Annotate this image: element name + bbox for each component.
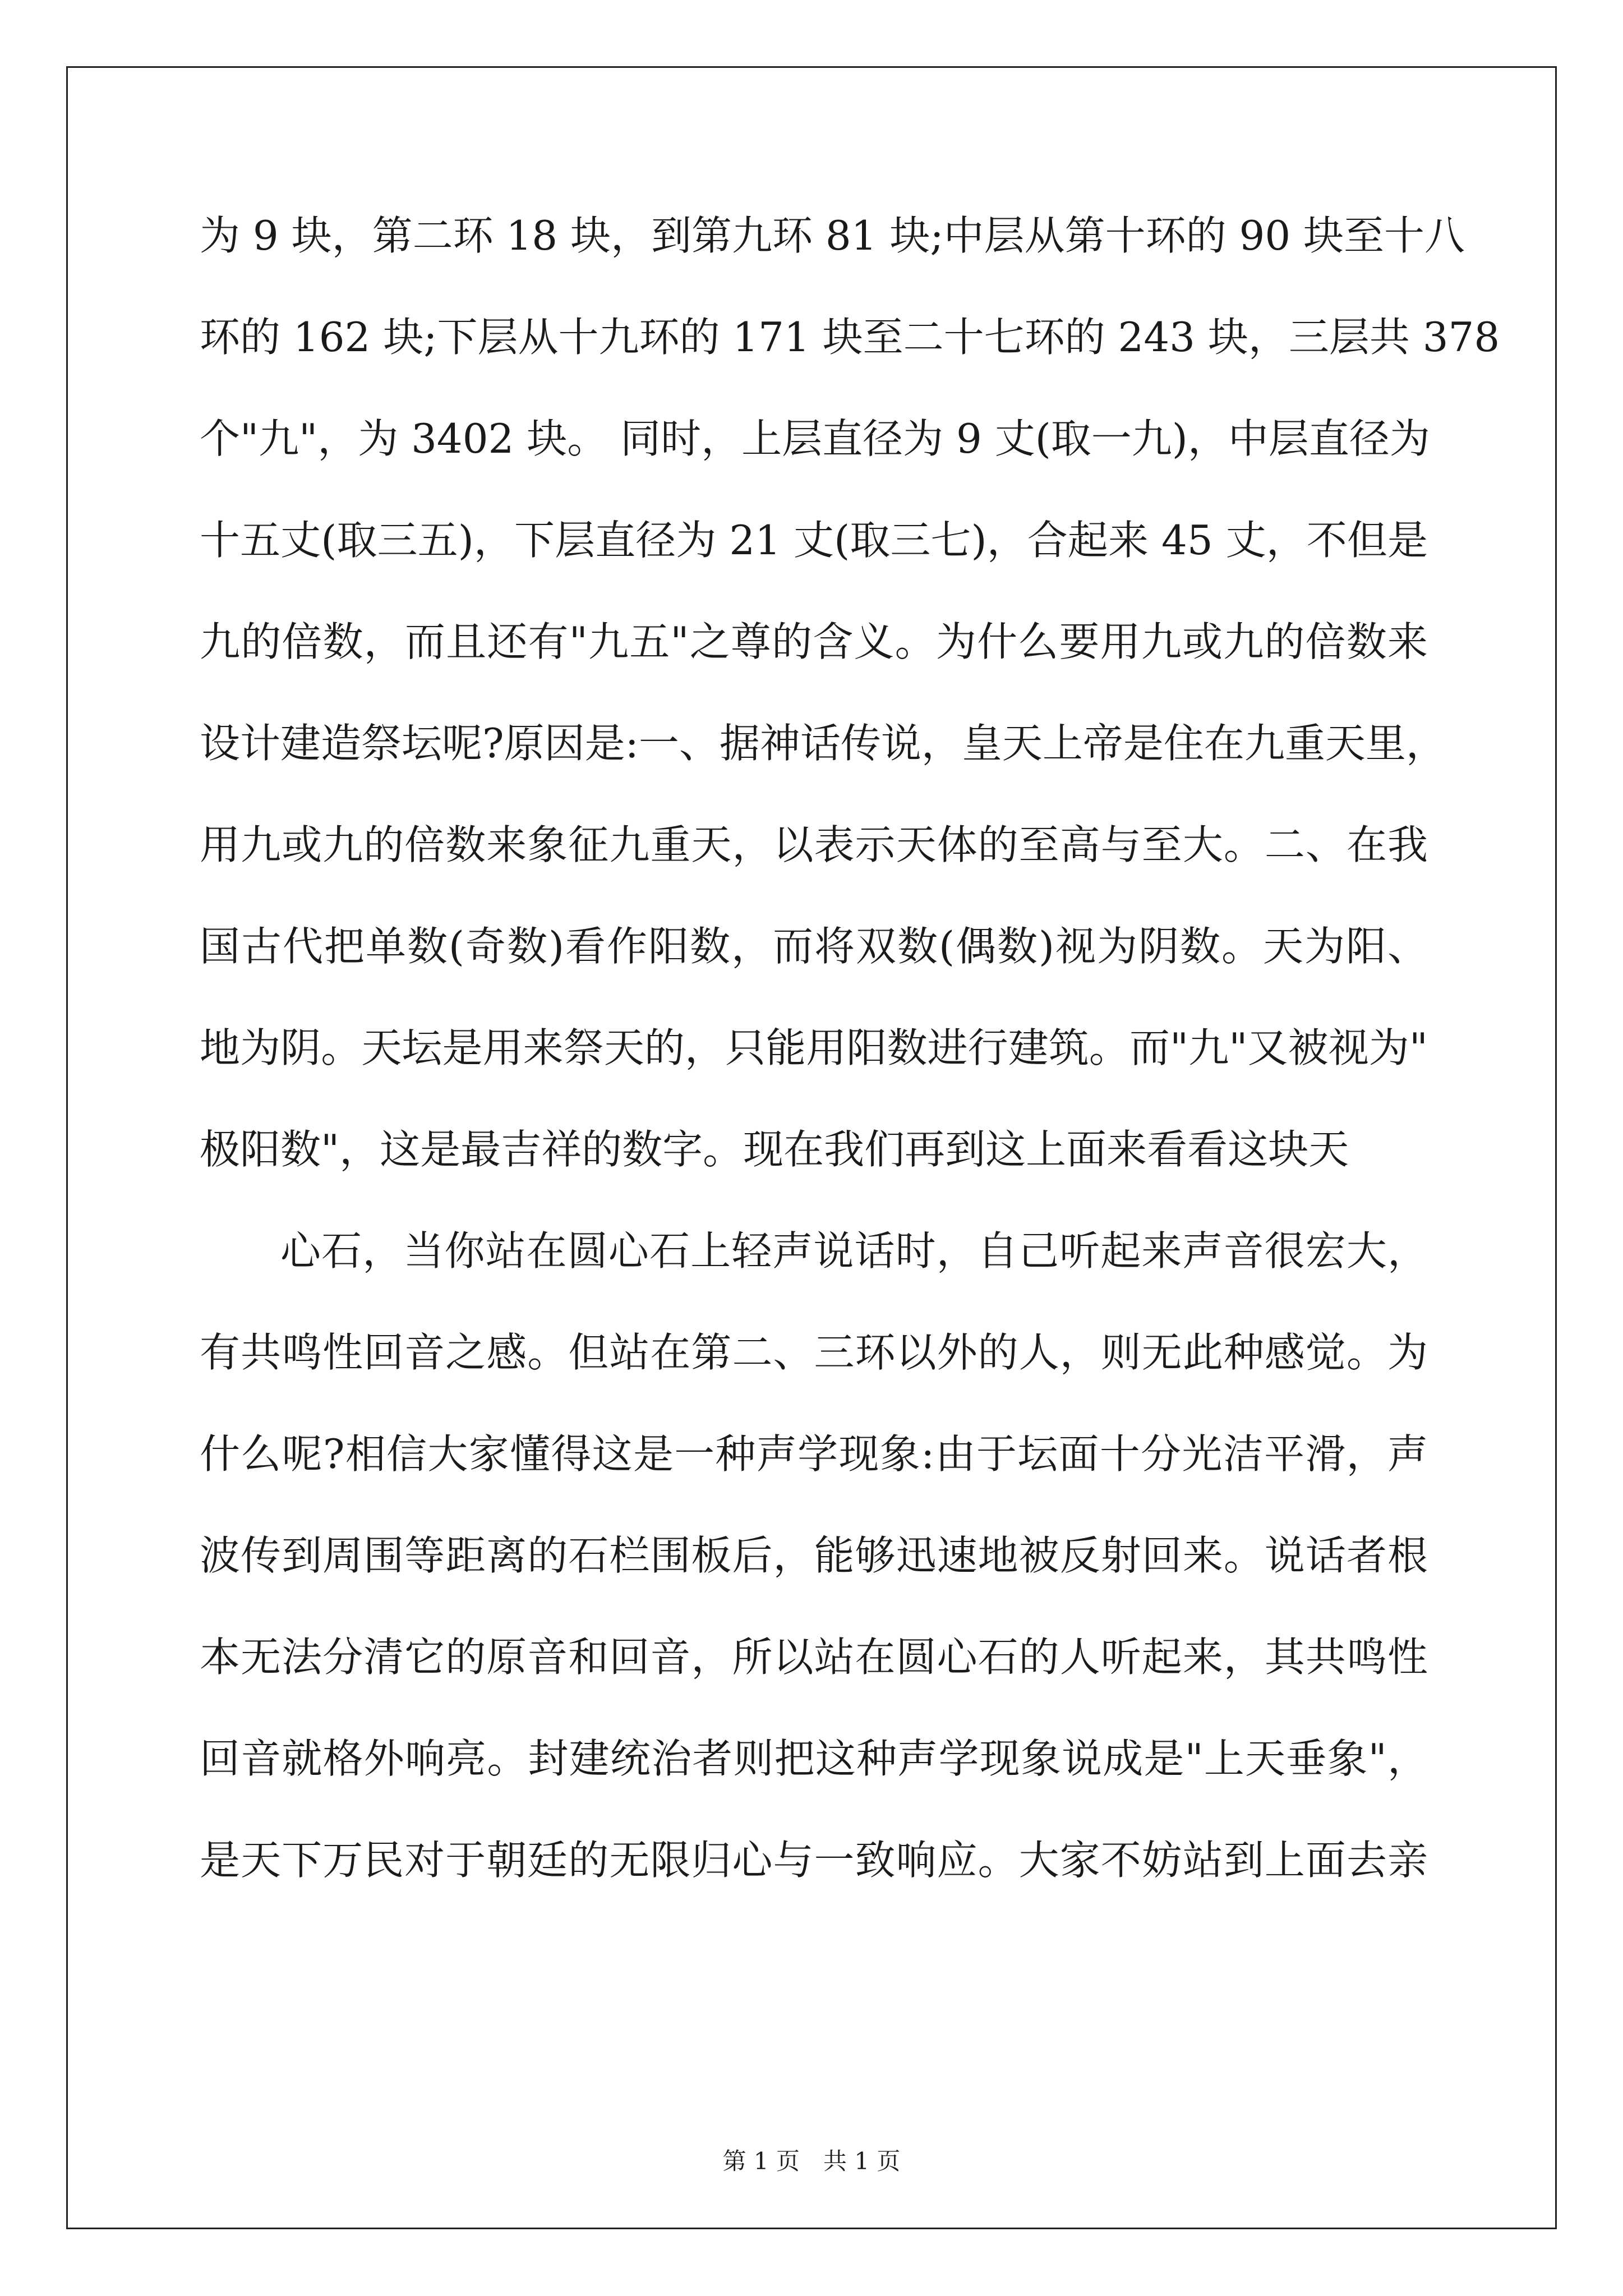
text-line: 九的倍数，而且还有"九五"之尊的含义。为什么要用九或九的倍数来 [200, 618, 1428, 665]
text-line: 为 9 块，第二环 18 块，到第九环 81 块;中层从第十环的 90 块至十八 [200, 212, 1465, 259]
text-line: 环的 162 块;下层从十九环的 171 块至二十七环的 243 块，三层共 378 [200, 314, 1500, 361]
text-line: 地为阴。天坛是用来祭天的，只能用阳数进行建筑。而"九"又被视为" [200, 1024, 1428, 1071]
text-line: 有共鸣性回音之感。但站在第二、三环以外的人，则无此种感觉。为 [200, 1329, 1428, 1376]
text-line: 国古代把单数(奇数)看作阳数，而将双数(偶数)视为阴数。天为阳、 [200, 923, 1428, 970]
text-line: 心石，当你站在圆心石上轻声说话时，自己听起来声音很宏大， [280, 1227, 1428, 1274]
text-line: 设计建造祭坛呢?原因是:一、据神话传说，皇天上帝是住在九重天里， [200, 720, 1446, 767]
document-body [200, 208, 1500, 1934]
paragraph-2 [200, 1223, 1428, 1934]
text-line: 本无法分清它的原音和回音，所以站在圆心石的人听起来，其共鸣性 [200, 1634, 1428, 1681]
page-number: 第 1 页 共 1 页 [722, 2147, 901, 2175]
text-line: 波传到周围等距离的石栏围板后，能够迅速地被反射回来。说话者根 [200, 1532, 1428, 1579]
text-line: 什么呢?相信大家懂得这是一种声学现象:由于坛面十分光洁平滑，声 [200, 1430, 1428, 1478]
text-line: 十五丈(取三五)，下层直径为 21 丈(取三七)，合起来 45 丈，不但是 [200, 517, 1428, 564]
text-line: 用九或九的倍数来象征九重天，以表示天体的至高与至大。二、在我 [200, 821, 1428, 868]
paragraph-1 [200, 208, 1500, 1223]
text-line: 极阳数"，这是最吉祥的数字。现在我们再到这上面来看看这块天 [200, 1126, 1349, 1173]
text-line: 个"九"，为 3402 块。 同时，上层直径为 9 丈(取一九)，中层直径为 [200, 415, 1430, 462]
text-line: 是天下万民对于朝廷的无限归心与一致响应。大家不妨站到上面去亲 [200, 1837, 1428, 1884]
text-line: 回音就格外响亮。封建统治者则把这种声学现象说成是"上天垂象"， [200, 1735, 1428, 1782]
page-footer [0, 2143, 1623, 2177]
